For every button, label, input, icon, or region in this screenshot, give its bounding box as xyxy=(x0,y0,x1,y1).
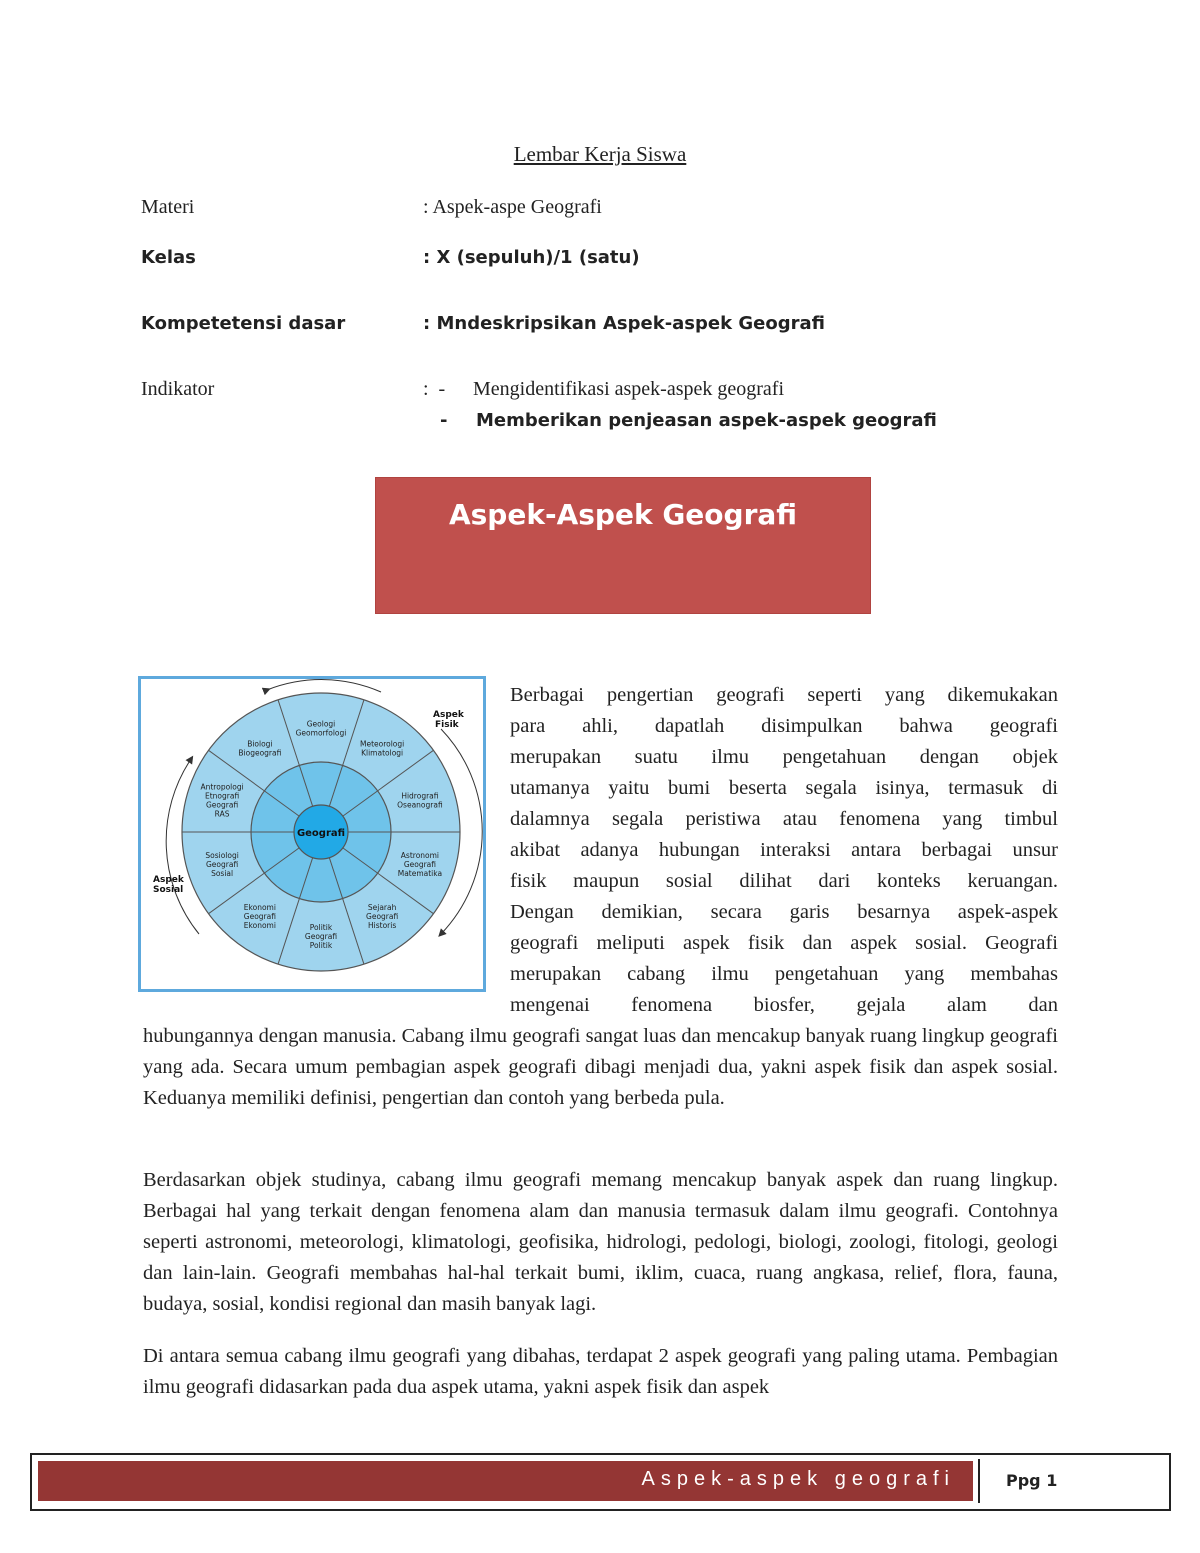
geografi-diagram xyxy=(138,676,486,992)
row-label-kelas: Kelas xyxy=(141,247,196,268)
segment-label: Ekonomi Geografi Ekonomi xyxy=(243,903,276,931)
segment-label: Geologi Geomorfologi xyxy=(295,719,347,738)
segment-label: Biologi Biogeografi xyxy=(238,739,282,758)
row-value-indikator-2: Memberikan penjeasan aspek-aspek geografi xyxy=(476,410,937,431)
paragraph-2: Berdasarkan objek studinya, cabang ilmu geografi memang mencakup banyak aspek dan ruang lingkup. Berbagai hal yang terkait dengan fenomena alam dan manusia termasuk dalam ilmu geografi. Contohnya seperti astronomi, meteorologi, klimatologi, geofisika, hidrologi, pedologi, biologi, zoologi, fitologi, geologi dan lain-lain. Geografi membahas hal-hal terkait bumi, iklim, cuaca, ruang angkasa, relief, flora, fauna, budaya, sosial, kondisi regional dan masih banyak lagi. xyxy=(143,1169,1058,1315)
segment-label: Politik Geografi Politik xyxy=(304,923,338,950)
footer-bar xyxy=(38,1461,973,1501)
paragraph-1-float xyxy=(510,680,1058,1021)
label-aspek-sosial-2: Sosial xyxy=(153,885,184,895)
indikator-2-dash: - xyxy=(440,410,448,431)
paragraph-1-line: dalamnya segala peristiwa atau fenomena yang timbul xyxy=(510,808,1058,830)
row-label-kompetensi: Kompetetensi dasar xyxy=(141,313,346,334)
banner-title: Aspek-Aspek Geografi xyxy=(448,498,798,531)
paragraph-3: Di antara semua cabang ilmu geografi yang dibahas, terdapat 2 aspek geografi yang paling utama. Pembagian ilmu geografi didasarkan pada dua aspek utama, yakni aspek fisik dan aspek xyxy=(143,1345,1058,1398)
segment-label: Hidrografi Oseanografi xyxy=(397,791,443,810)
paragraph-1-line: fisik maupun sosial dilihat dari konteks keruangan. xyxy=(510,870,1058,892)
row-value-kompetensi: : Mndeskripsikan Aspek-aspek Geografi xyxy=(423,313,825,334)
row-value-indikator-1: Mengidentifikasi aspek-aspek geografi xyxy=(473,378,785,400)
paragraph-1-line: para ahli, dapatlah disimpulkan bahwa geografi xyxy=(510,715,1058,737)
document-title: Lembar Kerja Siswa xyxy=(513,142,687,166)
paragraph-1-rest: hubungannya dengan manusia. Cabang ilmu geografi sangat luas dan mencakup banyak ruang lingkup geografi yang ada. Secara umum pembagian aspek geografi dibagi menjadi dua, yakni aspek fisik dan aspek sosial. Keduanya memiliki definisi, pengertian dan contoh yang berbeda pula. xyxy=(143,1025,1058,1109)
label-aspek-fisik-1: Aspek xyxy=(433,710,464,720)
paragraph-1-line: akibat adanya hubungan interaksi antara berbagai unsur xyxy=(510,839,1058,861)
label-aspek-sosial-1: Aspek xyxy=(153,875,184,885)
paragraph-1-line: Dengan demikian, secara garis besarnya aspek-aspek xyxy=(510,901,1058,923)
row-label-indikator: Indikator xyxy=(141,378,215,400)
footer-page-box xyxy=(978,1459,1164,1503)
arrow-top xyxy=(267,680,381,692)
segment-label: Meteorologi Klimatologi xyxy=(359,739,405,758)
row-value-kelas: : X (sepuluh)/1 (satu) xyxy=(423,247,640,268)
segment-label: Sosiologi Geografi Sosial xyxy=(205,851,239,879)
page-number: Ppg 1 xyxy=(1006,1471,1058,1490)
geografi-wheel xyxy=(141,679,483,989)
row-value-materi: : Aspek-aspe Geografi xyxy=(423,196,602,218)
page-footer xyxy=(30,1453,1171,1511)
paragraph-1-line: Berbagai pengertian geografi seperti yang dikemukakan xyxy=(510,684,1058,706)
paragraph-1-line: merupakan cabang ilmu pengetahuan yang membahas xyxy=(510,963,1058,985)
paragraph-1-line: utamanya yaitu bumi beserta segala isinya, termasuk di xyxy=(510,777,1058,799)
paragraph-1-line: mengenai fenomena biosfer, gejala alam dan xyxy=(510,994,1058,1016)
paragraph-1-line: merupakan suatu ilmu pengetahuan dengan objek xyxy=(510,746,1058,768)
label-aspek-fisik-2: Fisik xyxy=(435,720,459,730)
paragraph-1-line: geografi meliputi aspek fisik dan aspek sosial. Geografi xyxy=(510,932,1058,954)
segment-label: Antropologi Etnografi Geografi RAS xyxy=(200,782,244,819)
footer-text: Aspek-aspek geografi xyxy=(641,1468,955,1490)
segment-label: Sejarah Geografi Historis xyxy=(366,903,399,931)
center-label: Geografi xyxy=(296,828,346,839)
row-value-indikator-prefix: : - xyxy=(423,378,446,400)
row-label-materi: Materi xyxy=(141,196,195,218)
title-banner xyxy=(375,477,871,614)
segment-label: Astronomi Geografi Matematika xyxy=(397,851,443,879)
